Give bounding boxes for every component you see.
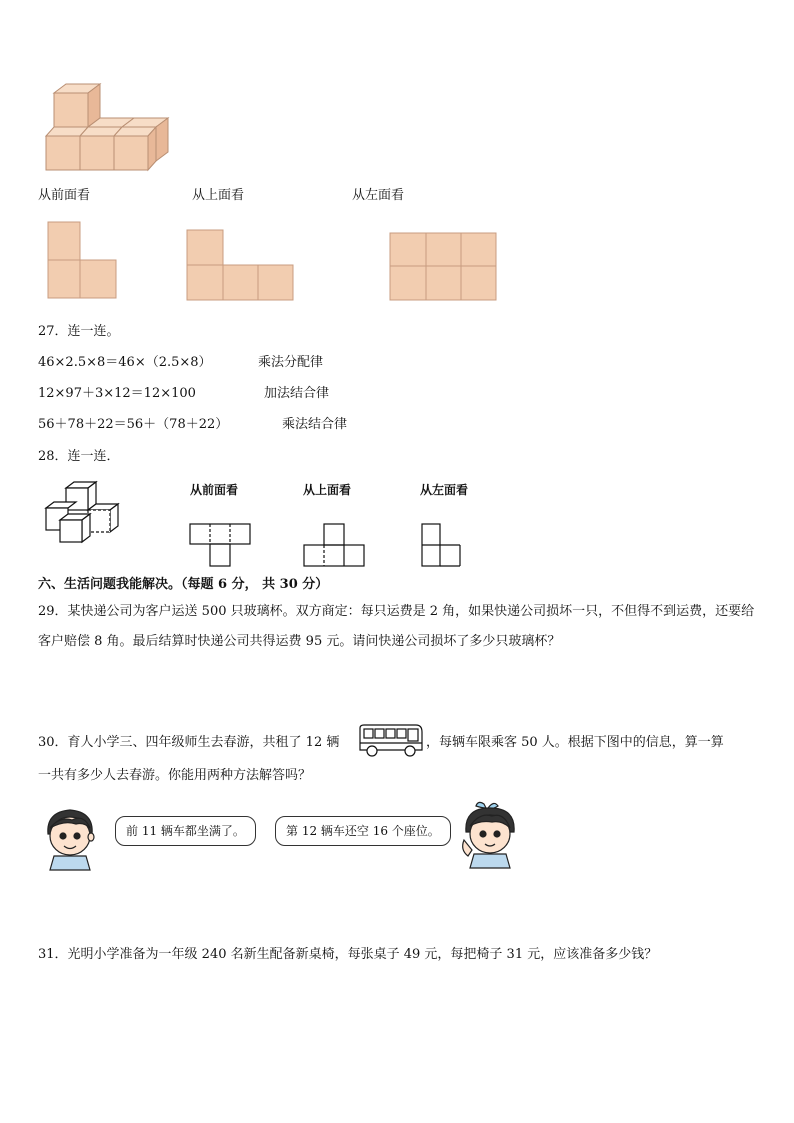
section-6-heading: 六、生活问题我能解决。（每题 6 分， 共 30 分） [38,577,329,592]
q26-label-top: 从上面看 [192,188,245,203]
q27-title: 27．连一连。 [38,324,120,339]
q27-law-1: 乘法分配律 [258,355,324,370]
girl-avatar [458,800,524,868]
q26-view-front [48,222,118,300]
speech-bubble-left: 前 11 辆车都坐满了。 [115,816,256,846]
q27-law-3: 乘法结合律 [282,417,348,432]
q28-label-front: 从前面看 [190,483,239,497]
q28-view-option-1 [190,524,252,568]
bus-icon [356,722,424,760]
q30-text-after-line2: 一共有多少人去春游。你能用两种方法解答吗？ [38,768,312,783]
q29-text: 29．某快递公司为客户运送 500 只玻璃杯。双方商定：每只运费是 2 角，如果快递公司损坏一只，不但得不到运费，还要给客户赔偿 8 角。最后结算时快递公司共得运费 95 元。请问快递公司损坏了多少只玻璃杯？ [38,604,755,649]
q30-text-after: ，每辆车限乘客 50 人。根据下图中的信息，算一算 [426,735,724,750]
q28-title: 28．连一连． [38,449,120,464]
q26-cube-solid-figure [40,80,175,175]
q31-text: 31．光明小学准备为一年级 240 名新生配备新桌椅，每张桌子 49 元，每把椅子 31 元，应该准备多少钱？ [38,947,658,962]
q27-equation-2: 12×97＋3×12＝12×100 [38,386,196,401]
q28-cube-solid-figure [42,480,137,548]
speech-bubble-right: 第 12 辆车还空 16 个座位。 [275,816,451,846]
boy-avatar [40,806,104,870]
q28-view-option-3 [422,524,464,568]
q26-view-left [390,233,498,303]
q30-text-before: 30．育人小学三、四年级师生去春游，共租了 12 辆 [38,735,340,750]
q26-label-front: 从前面看 [38,188,91,203]
q26-view-top [187,230,295,302]
q27-equation-3: 56＋78＋22＝56＋（78＋22） [38,417,229,432]
q28-label-left: 从左面看 [420,483,469,497]
q30-text-after-line1 [426,735,756,756]
q28-view-option-2 [304,524,366,568]
q27-law-2: 加法结合律 [264,386,330,401]
q27-equation-1: 46×2.5×8＝46×（2.5×8） [38,355,212,370]
q26-label-left: 从左面看 [352,188,405,203]
q28-label-top: 从上面看 [303,483,352,497]
